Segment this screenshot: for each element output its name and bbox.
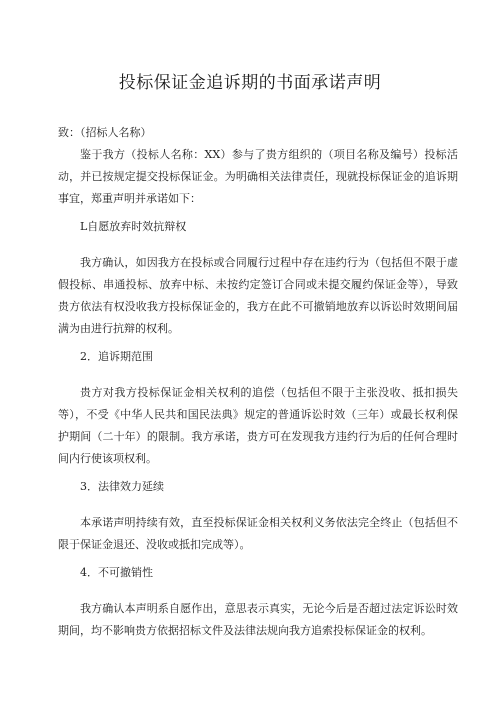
document-title: 投标保证金追诉期的书面承诺声明: [118, 73, 382, 93]
section-2-heading: 2．追诉期范围: [80, 350, 153, 363]
section-4-body: 我方确认本声明系自愿作出，意思表示真实，无论今后是否超过法定诉讼时效期间，均不影响贵方依据招标文件及法律法规向我方追索投标保证金的权利。: [58, 602, 458, 637]
section-2-body: 贵方对我方投标保证金相关权利的追偿（包括但不限于主张没收、抵扣损失等），不受《中华人民共和国民法典》规定的普通诉讼时效（三年）或最长权利保护期间（二十年）的限制。我方承诺，贵方可在发现我方违约行为后的任何合理时间内行使该项权利。: [58, 386, 458, 465]
section-1-body: 我方确认，如因我方在投标或合同履行过程中存在违约行为（包括但不限于虚假投标、串通投标、放弃中标、未按约定签订合同或未提交履约保证金等），导致贵方依法有权没收我方投标保证金的，我方在此不可撤销地放弃以诉讼时效期间届满为由进行抗辩的权利。: [58, 256, 458, 335]
section-1-heading: L自愿放弃时效抗辩权: [80, 220, 187, 233]
section-3-body: 本承诺声明持续有效，直至投标保证金相关权利义务依法完全终止（包括但不限于保证金退还、没收或抵扣完成等）。: [58, 516, 458, 551]
section-4-heading: 4．不可撤销性: [80, 566, 153, 579]
salutation: 致：（招标人名称）: [58, 126, 152, 139]
intro-paragraph: 鉴于我方（投标人名称：XX）参与了贵方组织的（项目名称及编号）投标活动，并已按规定提交投标保证金。为明确相关法律责任，现就投标保证金的追诉期事宜，郑重声明并承诺如下：: [58, 148, 458, 205]
document-body: [58, 122, 458, 642]
section-3-heading: 3．法律效力延续: [80, 480, 164, 493]
